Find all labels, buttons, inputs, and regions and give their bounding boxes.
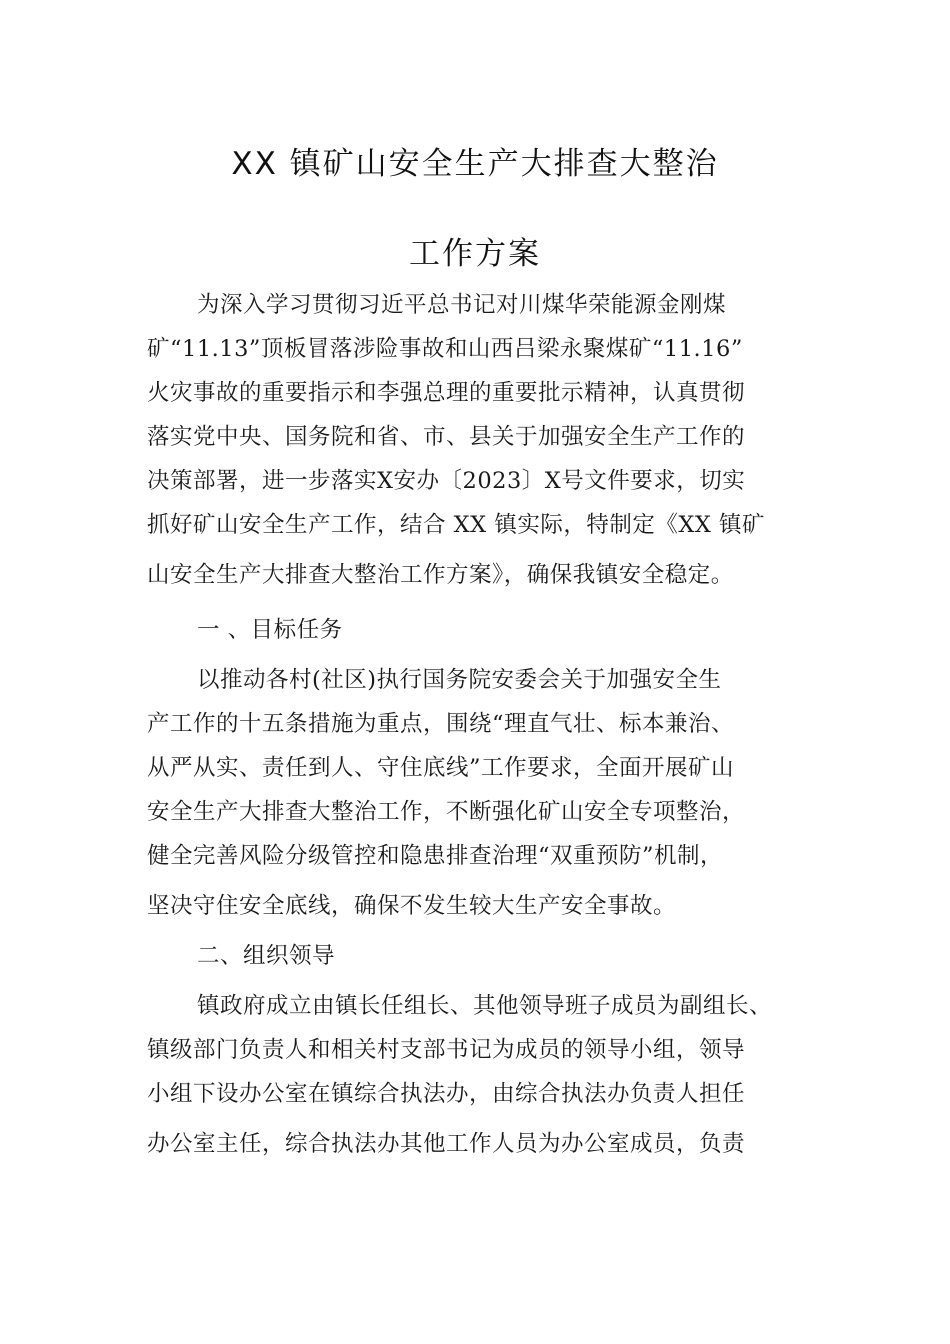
paragraph-1-line-6: 抓好矿山安全生产工作，结合 XX 镇实际，特制定《XX 镇矿 <box>147 512 766 538</box>
paragraph-3-line-4: 办公室主任，综合执法办其他工作人员为办公室成员，负责 <box>147 1131 746 1157</box>
paragraph-1-line-7: 山安全生产大排查大整治工作方案》，确保我镇安全稳定。 <box>147 562 734 588</box>
section-heading-1: 一 、目标任务 <box>197 617 343 643</box>
paragraph-3-line-1: 镇政府成立由镇长任组长、其他领导班子成员为副组长、 <box>197 993 773 1019</box>
document-title-line1: XX 镇矿山安全生产大排查大整治 <box>231 146 719 182</box>
paragraph-1-line-2: 矿“11.13”顶板冒落涉险事故和山西吕梁永聚煤矿“11.16” <box>147 336 743 362</box>
paragraph-1-line-3: 火灾事故的重要指示和李强总理的重要批示精神，认真贯彻 <box>147 380 746 406</box>
paragraph-2-line-6: 坚决守住安全底线，确保不发生较大生产安全事故。 <box>147 893 677 919</box>
paragraph-1-line-1: 为深入学习贯彻习近平总书记对川煤华荣能源金刚煤 <box>197 292 727 318</box>
document-title-line2: 工作方案 <box>409 236 541 272</box>
section-heading-2: 二、组织领导 <box>197 943 336 969</box>
paragraph-2-line-2: 产工作的十五条措施为重点，围绕“理直气壮、标本兼治、 <box>147 711 735 737</box>
paragraph-2-line-5: 健全完善风险分级管控和隐患排查治理“双重预防”机制， <box>147 843 724 869</box>
paragraph-3-line-2: 镇级部门负责人和相关村支部书记为成员的领导小组，领导 <box>147 1037 746 1063</box>
paragraph-2-line-1: 以推动各村(社区)执行国务院安委会关于加强安全生 <box>197 667 722 693</box>
paragraph-2-line-4: 安全生产大排查大整治工作，不断强化矿山安全专项整治， <box>147 799 746 825</box>
paragraph-3-line-3: 小组下设办公室在镇综合执法办，由综合执法办负责人担任 <box>147 1081 746 1107</box>
paragraph-2-line-3: 从严从实、责任到人、守住底线”工作要求，全面开展矿山 <box>147 755 735 781</box>
paragraph-1-line-4: 落实党中央、国务院和省、市、县关于加强安全生产工作的 <box>147 424 746 450</box>
paragraph-1-line-5: 决策部署，进一步落实X安办〔2023〕X号文件要求，切实 <box>147 468 746 494</box>
